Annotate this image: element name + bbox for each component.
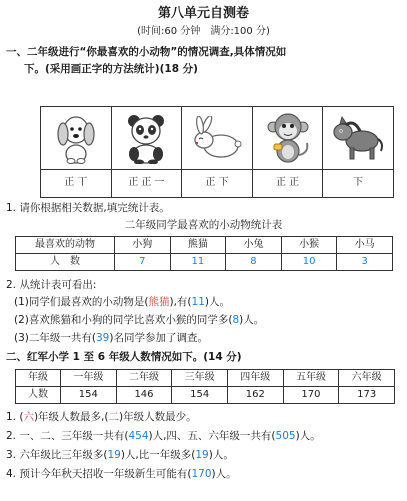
page-title: 第八单元自测卷 (157, 6, 249, 21)
answer-text: 熊猫 (148, 296, 170, 308)
table-cell: 173 (339, 387, 395, 404)
horse-icon (330, 115, 386, 161)
animal-survey-table (40, 106, 394, 198)
animal-cell-monkey (253, 107, 324, 197)
table-header-row (16, 237, 393, 254)
table-cell: 3 (337, 254, 393, 271)
table-cell: 162 (227, 387, 283, 404)
tally-monkey: 正 正 (275, 177, 300, 189)
tally-horse: 下 (353, 177, 364, 189)
table-header-cell: 五年级 (283, 370, 339, 387)
table-header-cell: 小马 (337, 237, 393, 254)
table-cell: 154 (61, 387, 117, 404)
table-header-cell: 年级 (16, 370, 61, 387)
table-row (16, 254, 393, 271)
panda-icon (121, 112, 171, 164)
table-cell: 11 (170, 254, 226, 271)
table-header-cell: 一年级 (61, 370, 117, 387)
table-header-cell: 小兔 (226, 237, 282, 254)
table-header-cell: 熊猫 (170, 237, 226, 254)
answer-text: 8 (232, 314, 240, 326)
table-header-cell: 六年级 (339, 370, 395, 387)
table-cell: 170 (283, 387, 339, 404)
answer-text: 19 (107, 449, 121, 461)
table-header-cell: 小狗 (115, 237, 171, 254)
stat-table-title: 二年级同学最喜欢的小动物统计表 (124, 219, 283, 231)
answer-text: 39 (95, 332, 110, 344)
tally-dog: 正 丅 (64, 177, 88, 189)
q2-part1: (1)同学们最喜欢的小动物是(熊猫),有(11)人。 (14, 296, 230, 308)
table-cell: 10 (281, 254, 337, 271)
table-cell: 8 (226, 254, 282, 271)
animal-cell-rabbit (182, 107, 253, 197)
table-header-cell: 四年级 (227, 370, 283, 387)
page-subtitle: (时间:60 分钟 满分:100 分) (137, 26, 270, 37)
rabbit-icon (190, 116, 244, 160)
table-row (16, 387, 395, 404)
table-header-row (16, 370, 395, 387)
table-header-cell: 二年级 (116, 370, 172, 387)
answer-text: 六 (23, 411, 34, 423)
section2-q2: 2. 一、二、三年级一共有(454)人,四、五、六年级一共有(505)人。 (6, 430, 321, 442)
section1-q1: 1. 请你根据相关数据,填完统计表。 (6, 202, 170, 214)
row-label: 人 数 (16, 254, 115, 271)
favorite-animal-table (15, 236, 393, 271)
section2-q1: 1. (六)年级人数最多,(二)年级人数最少。 (6, 411, 197, 423)
table-cell: 154 (172, 387, 228, 404)
answer-text: 505 (275, 430, 296, 442)
dog-icon (52, 112, 100, 164)
section1-heading-line2: 下。(采用画正字的方法统计)(18 分) (24, 63, 198, 76)
section1-q2: 2. 从统计表可看出: (6, 279, 97, 291)
section2-q3: 3. 六年级比三年级多(19)人,比一年级多(19)人。 (6, 449, 234, 461)
grade-count-table (15, 369, 395, 404)
answer-text: 二 (108, 411, 119, 423)
table-header-cell: 最喜欢的动物 (16, 237, 115, 254)
answer-text: 454 (128, 430, 149, 442)
row-label: 人数 (16, 387, 61, 404)
section2-q4: 4. 预计今年秋天招收一年级新生可能有(170)人。 (6, 468, 237, 480)
monkey-icon (263, 111, 313, 165)
answer-text: 11 (191, 296, 205, 308)
section1-heading-line1: 一、二年级进行“你最喜欢的小动物”的情况调查,具体情况如 (6, 46, 287, 58)
answer-text: 19 (195, 449, 209, 461)
section2-heading: 二、红军小学 1 至 6 年级人数情况如下。(14 分) (6, 351, 242, 363)
table-cell: 7 (115, 254, 171, 271)
table-header-cell: 三年级 (172, 370, 228, 387)
animal-cell-panda (112, 107, 183, 197)
answer-text: 170 (191, 468, 212, 480)
tally-rabbit: 正 下 (205, 177, 229, 189)
q2-part2: (2)喜欢熊猫和小狗的同学比喜欢小猴的同学多(8)人。 (14, 314, 265, 326)
animal-cell-dog (41, 107, 112, 197)
q2-part3: (3)二年级一共有(39)名同学参加了调查。 (14, 332, 208, 344)
section1-heading (6, 46, 404, 76)
tally-panda: 正 正 一 (128, 177, 165, 189)
animal-cell-horse (323, 107, 393, 197)
table-cell: 146 (116, 387, 172, 404)
table-header-cell: 小猴 (281, 237, 337, 254)
